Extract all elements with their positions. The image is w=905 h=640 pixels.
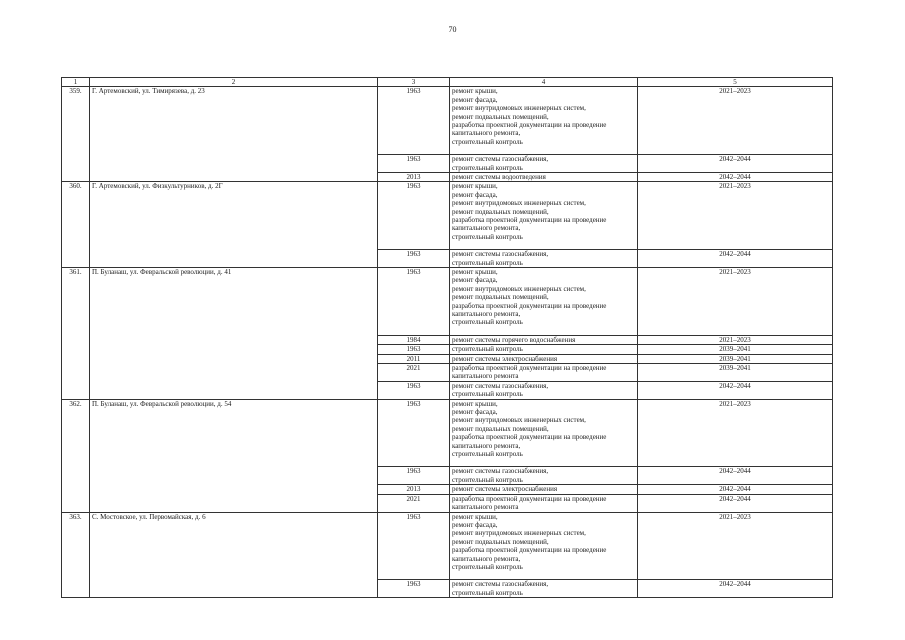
year-cell: 1963 <box>378 580 450 598</box>
year-cell: 2021 <box>378 364 450 382</box>
building-address: П. Буланаш, ул. Февральской революции, д. 54 <box>90 399 378 512</box>
year-cell: 2013 <box>378 485 450 494</box>
work-item: строительный контроль <box>452 318 523 327</box>
work-item: ремонт внутридомовых инженерных систем, <box>452 284 586 293</box>
column-number: 2 <box>90 78 378 87</box>
works-cell <box>450 268 638 336</box>
work-item: ремонт внутридомовых инженерных систем, <box>452 416 586 425</box>
period-cell: 2042–2044 <box>638 467 833 485</box>
work-item: ремонт системы газоснабжения, <box>452 155 549 164</box>
period-cell: 2042–2044 <box>638 250 833 268</box>
work-item: строительный контроль <box>452 390 523 399</box>
period-cell: 2042–2044 <box>638 155 833 173</box>
work-item: разработка проектной документации на проведение <box>452 121 607 130</box>
works-cell <box>450 155 638 173</box>
entry-number: 363. <box>62 512 90 598</box>
work-item: капитального ремонта, <box>452 129 521 138</box>
work-item: ремонт системы газоснабжения, <box>452 467 549 476</box>
works-cell <box>450 485 638 494</box>
work-item: капитального ремонта <box>452 372 519 381</box>
period-cell: 2021–2023 <box>638 268 833 336</box>
work-item: ремонт системы электроснабжения <box>452 354 558 363</box>
work-item: ремонт крыши, <box>452 268 498 277</box>
building-address: П. Буланаш, ул. Февральской революции, д. 41 <box>90 268 378 400</box>
year-cell: 1963 <box>378 155 450 173</box>
work-item: ремонт внутридомовых инженерных систем, <box>452 104 586 113</box>
works-cell <box>450 467 638 485</box>
works-cell <box>450 250 638 268</box>
year-cell: 1963 <box>378 250 450 268</box>
work-item: капитального ремонта, <box>452 224 521 233</box>
work-item: ремонт подвальных помещений, <box>452 207 549 216</box>
table-row <box>62 512 833 580</box>
work-item: разработка проектной документации на проведение <box>452 546 607 555</box>
work-item: ремонт крыши, <box>452 182 498 191</box>
period-cell: 2021–2023 <box>638 87 833 155</box>
period-cell: 2042–2044 <box>638 494 833 512</box>
works-cell <box>450 173 638 182</box>
work-item: разработка проектной документации на проведение <box>452 494 607 503</box>
column-number-row <box>62 78 833 87</box>
work-item: ремонт подвальных помещений, <box>452 293 549 302</box>
year-cell: 1963 <box>378 467 450 485</box>
entry-number: 361. <box>62 268 90 400</box>
column-number: 4 <box>450 78 638 87</box>
work-item: ремонт внутридомовых инженерных систем, <box>452 529 586 538</box>
year-cell: 1963 <box>378 512 450 580</box>
year-cell: 2013 <box>378 173 450 182</box>
entry-number: 362. <box>62 399 90 512</box>
building-address: Г. Артемовский, ул. Тимирязева, д. 23 <box>90 87 378 182</box>
work-item: строительный контроль <box>452 345 523 354</box>
work-item: капитального ремонта, <box>452 554 521 563</box>
work-item: ремонт системы газоснабжения, <box>452 580 549 589</box>
period-cell: 2042–2044 <box>638 580 833 598</box>
period-cell: 2021–2023 <box>638 512 833 580</box>
work-item: ремонт системы горячего водоснабжения <box>452 335 576 344</box>
period-cell: 2021–2023 <box>638 335 833 344</box>
works-cell <box>450 364 638 382</box>
work-item: ремонт системы газоснабжения, <box>452 250 549 259</box>
column-number: 1 <box>62 78 90 87</box>
work-item: ремонт крыши, <box>452 399 498 408</box>
period-cell: 2042–2044 <box>638 173 833 182</box>
work-item: строительный контроль <box>452 137 523 146</box>
year-cell: 1984 <box>378 335 450 344</box>
table-row <box>62 268 833 336</box>
works-cell <box>450 512 638 580</box>
year-cell: 2011 <box>378 354 450 363</box>
work-item: капитального ремонта, <box>452 441 521 450</box>
page-number: 70 <box>448 25 457 34</box>
year-cell: 1963 <box>378 268 450 336</box>
period-cell: 2042–2044 <box>638 485 833 494</box>
work-item: ремонт крыши, <box>452 87 498 96</box>
work-item: ремонт подвальных помещений, <box>452 537 549 546</box>
work-item: строительный контроль <box>452 475 523 484</box>
work-item: разработка проектной документации на проведение <box>452 364 607 373</box>
work-item: ремонт фасада, <box>452 190 498 199</box>
works-cell <box>450 182 638 250</box>
year-cell: 1963 <box>378 182 450 250</box>
work-item: строительный контроль <box>452 562 523 571</box>
year-cell: 1963 <box>378 87 450 155</box>
column-number: 5 <box>638 78 833 87</box>
works-cell <box>450 335 638 344</box>
works-cell <box>450 87 638 155</box>
work-item: ремонт системы водоотведения <box>452 173 546 182</box>
building-address: Г. Артемовский, ул. Физкультурников, д. 2Г <box>90 182 378 268</box>
period-cell: 2039–2041 <box>638 364 833 382</box>
year-cell: 1963 <box>378 345 450 354</box>
entry-number: 359. <box>62 87 90 182</box>
work-item: разработка проектной документации на проведение <box>452 301 607 310</box>
table-row <box>62 182 833 250</box>
work-item: ремонт фасада, <box>452 408 498 417</box>
period-cell: 2042–2044 <box>638 381 833 399</box>
work-item: разработка проектной документации на проведение <box>452 433 607 442</box>
works-cell <box>450 381 638 399</box>
work-item: ремонт фасада, <box>452 95 498 104</box>
work-item: ремонт системы электроснабжения <box>452 485 558 494</box>
repair-schedule-table <box>61 77 833 598</box>
period-cell: 2021–2023 <box>638 399 833 467</box>
work-item: строительный контроль <box>452 232 523 241</box>
year-cell: 1963 <box>378 381 450 399</box>
year-cell: 2021 <box>378 494 450 512</box>
building-address: С. Мостовское, ул. Первомайская, д. 6 <box>90 512 378 598</box>
year-cell: 1963 <box>378 399 450 467</box>
work-item: капитального ремонта, <box>452 310 521 319</box>
work-item: ремонт фасада, <box>452 520 498 529</box>
work-item: ремонт системы газоснабжения, <box>452 381 549 390</box>
table-row <box>62 87 833 155</box>
work-item: ремонт внутридомовых инженерных систем, <box>452 199 586 208</box>
period-cell: 2039–2041 <box>638 345 833 354</box>
works-cell <box>450 399 638 467</box>
work-item: строительный контроль <box>452 163 523 172</box>
work-item: строительный контроль <box>452 588 523 597</box>
work-item: ремонт подвальных помещений, <box>452 424 549 433</box>
work-item: капитального ремонта <box>452 503 519 512</box>
work-item: ремонт фасада, <box>452 276 498 285</box>
work-item: ремонт крыши, <box>452 512 498 521</box>
works-cell <box>450 494 638 512</box>
works-cell <box>450 345 638 354</box>
works-cell <box>450 354 638 363</box>
work-item: строительный контроль <box>452 258 523 267</box>
work-item: ремонт подвальных помещений, <box>452 112 549 121</box>
column-number: 3 <box>378 78 450 87</box>
work-item: строительный контроль <box>452 450 523 459</box>
period-cell: 2021–2023 <box>638 182 833 250</box>
period-cell: 2039–2041 <box>638 354 833 363</box>
entry-number: 360. <box>62 182 90 268</box>
works-cell <box>450 580 638 598</box>
work-item: разработка проектной документации на проведение <box>452 216 607 225</box>
table-row <box>62 399 833 467</box>
